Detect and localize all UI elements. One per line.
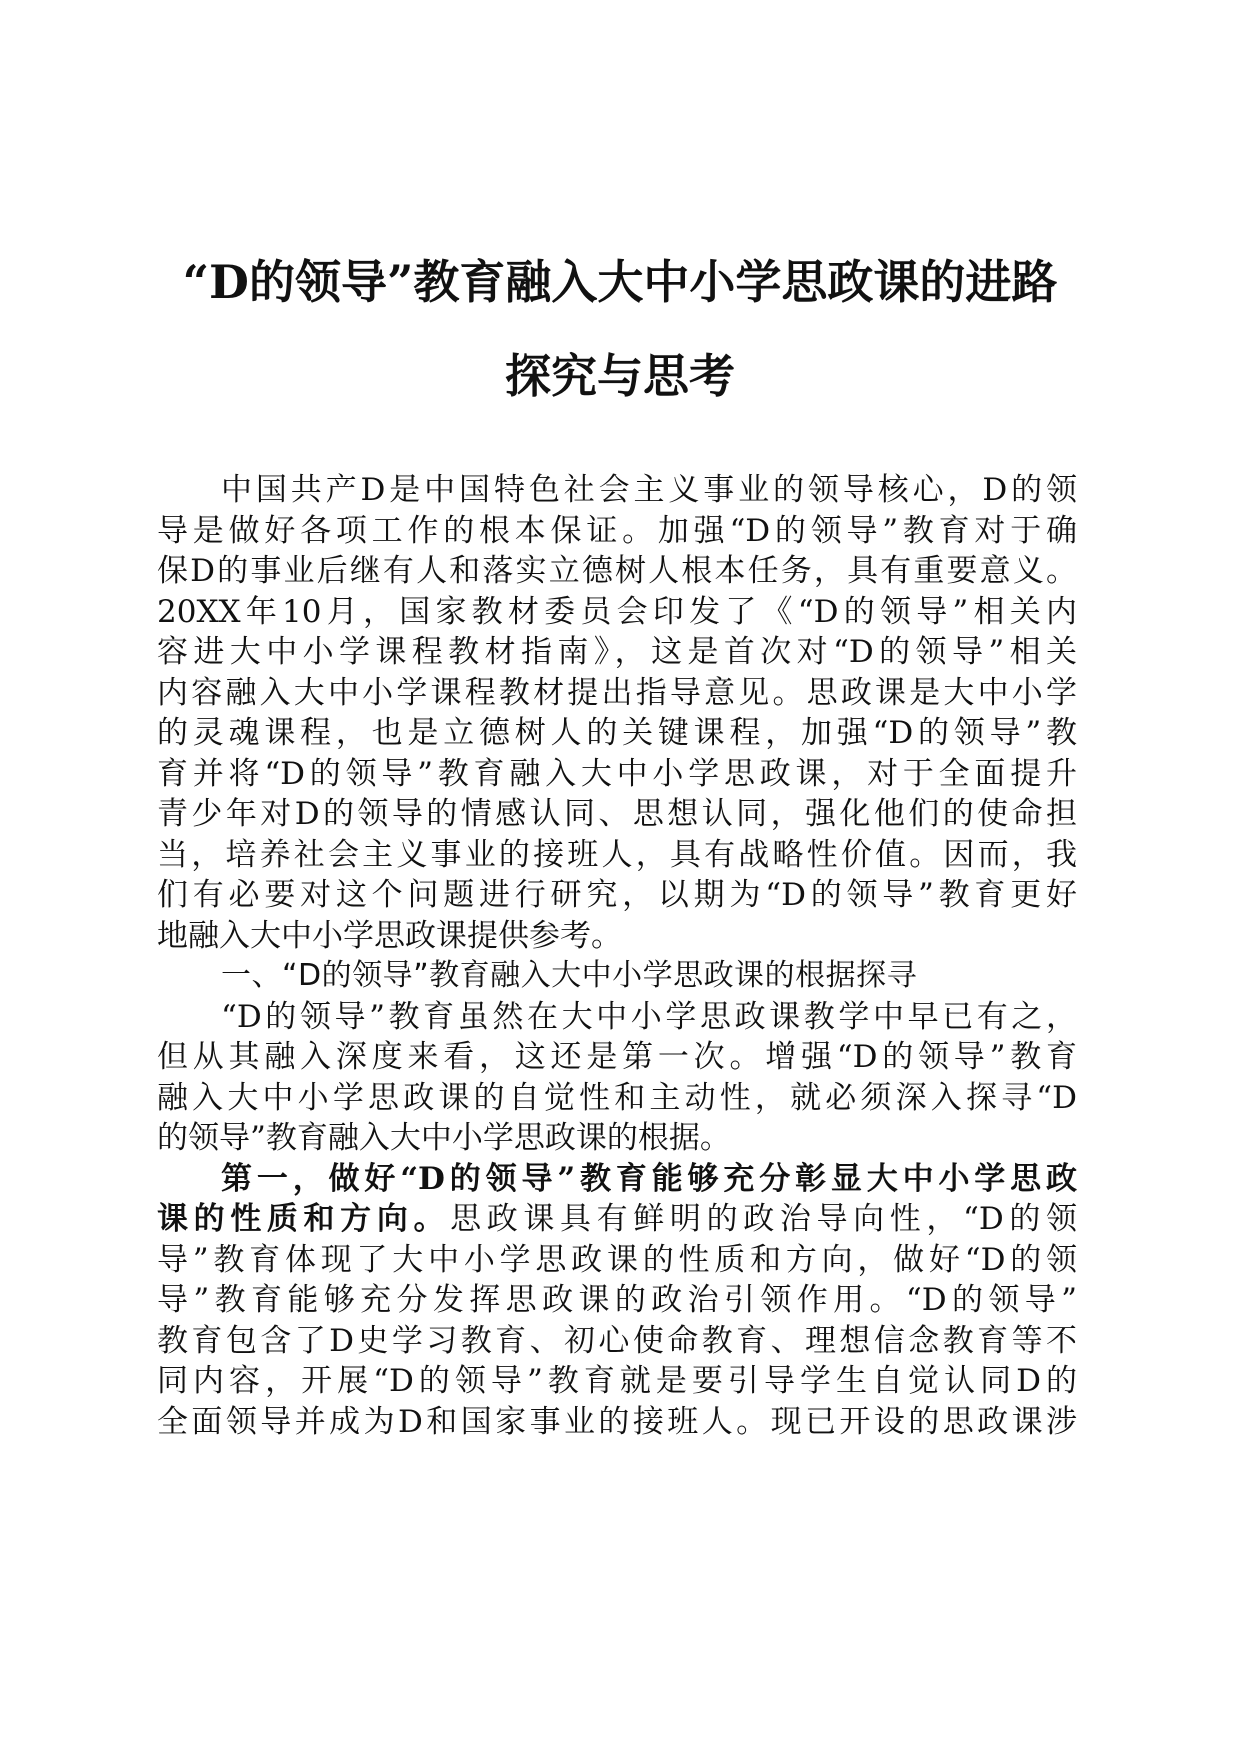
paragraph-line: 内容融入大中小学课程教材提出指导意见。思政课是大中小学 xyxy=(157,674,1077,711)
paragraph-line: 们有必要对这个问题进行研究，以期为“D的领导”教育更好 xyxy=(157,877,1077,913)
paragraph-line: “D的领导”教育虽然在大中小学思政课教学中早已有之， xyxy=(221,998,1077,1035)
paragraph-3 xyxy=(157,1159,1077,1443)
paragraph-line: 全面领导并成为D和国家事业的接班人。现已开设的思政课涉 xyxy=(157,1403,1077,1440)
paragraph-line: 20XX年10月，国家教材委员会印发了《“D的领导”相关内 xyxy=(157,593,1077,630)
bold-lead-sentence-end: 课的性质和方向。 xyxy=(157,1201,451,1237)
paragraph-line: 中国共产D是中国特色社会主义事业的领导核心，D的领 xyxy=(221,472,1077,508)
document-title-line-2: 探究与思考 xyxy=(505,349,735,403)
section-heading: 一、“D的领导”教育融入大中小学思政课的根据探寻 xyxy=(221,958,918,993)
paragraph-line: 教育包含了D史学习教育、初心使命教育、理想信念教育等不 xyxy=(157,1322,1077,1359)
paragraph-line: 的灵魂课程，也是立德树人的关键课程，加强“D的领导”教 xyxy=(157,715,1077,751)
paragraph-line-rest: 思政课具有鲜明的政治导向性，“D的领 xyxy=(450,1201,1077,1237)
paragraph-line: 容进大中小学课程教材指南》，这是首次对“D的领导”相关 xyxy=(157,634,1077,670)
paragraph-line-mixed xyxy=(157,1199,1077,1240)
paragraph-line: 但从其融入深度来看，这还是第一次。增强“D的领导”教育 xyxy=(157,1039,1077,1075)
paragraph-line: 育并将“D的领导”教育融入大中小学思政课，对于全面提升 xyxy=(157,755,1077,792)
paragraph-line: 当，培养社会主义事业的接班人，具有战略性价值。因而，我 xyxy=(157,836,1077,873)
paragraph-line: 保D的事业后继有人和落实立德树人根本任务，具有重要意义。 xyxy=(157,553,1077,589)
paragraph-1 xyxy=(157,470,1077,956)
bold-lead-sentence: 第一，做好“D的领导”教育能够充分彰显大中小学思政 xyxy=(221,1160,1077,1197)
paragraph-line: 地融入大中小学思政课提供参考。 xyxy=(157,917,622,954)
paragraph-line: 导是做好各项工作的根本保证。加强“D的领导”教育对于确 xyxy=(157,512,1077,549)
document-title-line-1: “D的领导”教育融入大中小学思政课的进路 xyxy=(182,255,1058,309)
paragraph-2 xyxy=(157,997,1077,1159)
paragraph-line: 青少年对D的领导的情感认同、思想认同，强化他们的使命担 xyxy=(157,796,1077,832)
paragraph-line: 导”教育体现了大中小学思政课的性质和方向，做好“D的领 xyxy=(157,1241,1077,1278)
paragraph-line: 同内容，开展“D的领导”教育就是要引导学生自觉认同D的 xyxy=(157,1363,1077,1399)
document-body xyxy=(157,470,1077,1442)
paragraph-line: 的领导”教育融入大中小学思政课的根据。 xyxy=(157,1120,731,1156)
paragraph-line: 导”教育能够充分发挥思政课的政治引领作用。“D的领导” xyxy=(157,1282,1077,1318)
paragraph-line: 融入大中小学思政课的自觉性和主动性，就必须深入探寻“D xyxy=(157,1079,1077,1116)
